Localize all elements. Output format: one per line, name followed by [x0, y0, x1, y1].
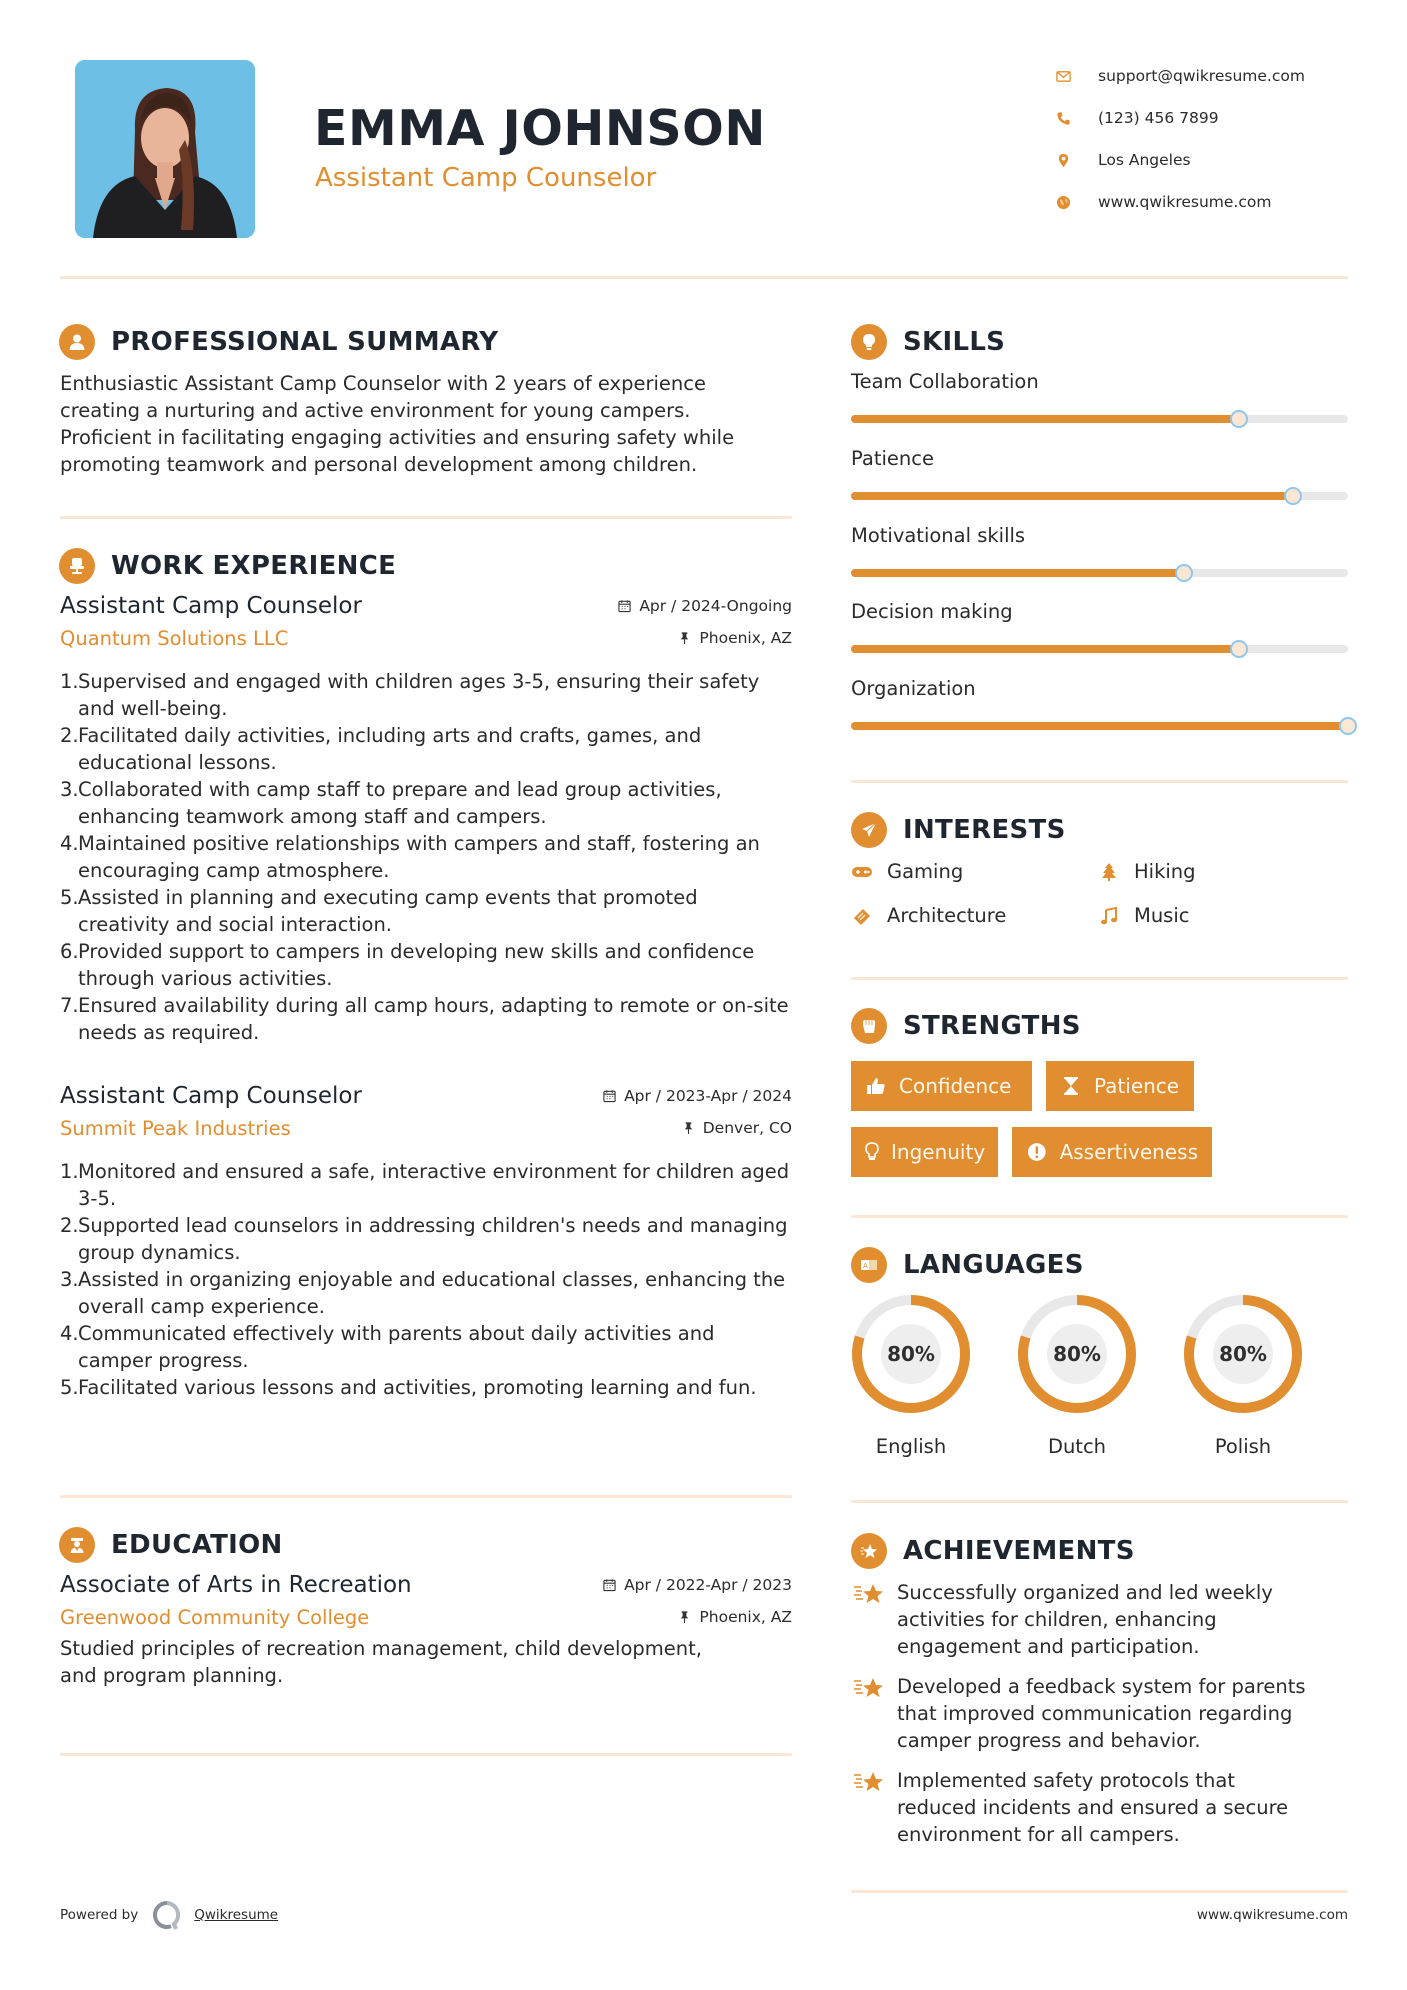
- school-name: Greenwood Community College: [60, 1606, 370, 1629]
- experience-heading: WORK EXPERIENCE: [59, 548, 396, 584]
- job-dates: Apr / 2023-Apr / 2024: [603, 1087, 792, 1105]
- achievement-item: Developed a feedback system for parents that improved communication regarding camper progress and behavior.: [851, 1673, 1348, 1754]
- paper-plane-icon: [851, 812, 887, 848]
- contact-location: Los Angeles: [1054, 139, 1384, 181]
- qwikresume-link[interactable]: Qwikresume: [194, 1907, 279, 1923]
- language-polish: 80% Polish: [1182, 1293, 1304, 1458]
- star-badge-icon: [851, 1533, 887, 1569]
- globe-icon: [1054, 193, 1072, 211]
- gamepad-icon: [851, 863, 873, 881]
- skill-bar: [851, 722, 1348, 730]
- footer-website-link[interactable]: www.qwikresume.com: [1196, 1907, 1348, 1923]
- skill-item: Decision making: [851, 600, 1348, 653]
- lightbulb-icon: [861, 1141, 883, 1163]
- skill-bar: [851, 645, 1348, 653]
- skills-heading: SKILLS: [851, 324, 1005, 360]
- education-entry: [60, 1572, 792, 1689]
- candidate-title: Assistant Camp Counselor: [315, 163, 657, 193]
- music-note-icon: [1098, 907, 1120, 925]
- ticket-icon: [851, 907, 873, 925]
- user-icon: [59, 324, 95, 360]
- list-item: 4.Maintained positive relationships with campers and staff, fostering an encouraging camp atmosphere.: [60, 832, 760, 882]
- envelope-icon: [1054, 67, 1072, 85]
- strength-assertiveness: Assertiveness: [1012, 1127, 1212, 1177]
- thumbs-up-icon: [865, 1075, 887, 1097]
- skill-bar-knob: [1175, 564, 1193, 582]
- strength-ingenuity: Ingenuity: [851, 1127, 998, 1177]
- skill-bar-fill: [851, 415, 1239, 423]
- strengths-heading: STRENGTHS: [851, 1008, 1081, 1044]
- fist-icon: [851, 1008, 887, 1044]
- section-divider: [851, 977, 1348, 980]
- qwikresume-logo-icon: [152, 1900, 182, 1930]
- interest-music: Music: [1098, 904, 1189, 927]
- skill-bar-fill: [851, 492, 1293, 500]
- tree-icon: [1098, 863, 1120, 881]
- section-divider: [851, 1215, 1348, 1218]
- section-divider: [851, 1500, 1348, 1503]
- education-location: Phoenix, AZ: [678, 1608, 792, 1626]
- skill-bar-fill: [851, 722, 1348, 730]
- calendar-icon: [618, 599, 631, 613]
- summary-text: Enthusiastic Assistant Camp Counselor with 2 years of experience creating a nurturing and active environment for young campers. Proficient in facilitating engaging activities and ensuring safety while promoting teamwork and personal development among children.: [60, 372, 735, 476]
- skill-bar-knob: [1339, 717, 1357, 735]
- languages-heading: A LANGUAGES: [851, 1247, 1084, 1283]
- skill-bar: [851, 569, 1348, 577]
- list-item: 3.Assisted in organizing enjoyable and educational classes, enhancing the overall camp experience.: [60, 1268, 786, 1318]
- interest-architecture: Architecture: [851, 904, 1006, 927]
- pushpin-icon: [678, 1610, 691, 1624]
- section-divider: [851, 780, 1348, 783]
- job-responsibilities: [60, 668, 792, 1046]
- company-name: Quantum Solutions LLC: [60, 627, 289, 650]
- chair-icon: [59, 548, 95, 584]
- exclamation-circle-icon: [1026, 1141, 1048, 1163]
- list-item: 3.Collaborated with camp staff to prepare and lead group activities, enhancing teamwork among staff and campers.: [60, 778, 722, 828]
- candidate-name: EMMA JOHNSON: [314, 100, 766, 157]
- interests-heading: INTERESTS: [851, 812, 1066, 848]
- list-item: 7.Ensured availability during all camp hours, adapting to remote or on-site needs as required.: [60, 994, 789, 1044]
- interest-hiking: Hiking: [1098, 860, 1196, 883]
- contact-email[interactable]: support@qwikresume.com: [1054, 55, 1384, 97]
- skill-bar: [851, 492, 1348, 500]
- translate-icon: [851, 1247, 887, 1283]
- section-divider: [60, 1753, 792, 1756]
- footer-powered-by: Powered by Qwikresume: [60, 1900, 278, 1930]
- contact-list: [1054, 55, 1384, 223]
- list-item: 2.Supported lead counselors in addressing children's needs and managing group dynamics.: [60, 1214, 788, 1264]
- section-divider: [60, 516, 792, 519]
- phone-icon: [1054, 109, 1072, 127]
- list-item: 6.Provided support to campers in developing new skills and confidence through various activities.: [60, 940, 755, 990]
- language-ring: 80%: [1182, 1293, 1304, 1415]
- list-item: 1.Supervised and engaged with children ages 3-5, ensuring their safety and well-being.: [60, 670, 760, 720]
- job-responsibilities: [60, 1158, 792, 1401]
- skill-bar: [851, 415, 1348, 423]
- job-location: Phoenix, AZ: [678, 629, 792, 647]
- language-ring: 80%: [1016, 1293, 1138, 1415]
- strength-patience: Patience: [1046, 1061, 1194, 1111]
- strength-confidence: Confidence: [851, 1061, 1032, 1111]
- list-item: 5.Facilitated various lessons and activities, promoting learning and fun.: [60, 1376, 757, 1399]
- contact-phone[interactable]: (123) 456 7899: [1054, 97, 1384, 139]
- star-icon: [851, 1675, 885, 1701]
- section-divider: [60, 1495, 792, 1498]
- interest-gaming: Gaming: [851, 860, 963, 883]
- company-name: Summit Peak Industries: [60, 1117, 291, 1140]
- skill-bar-fill: [851, 645, 1239, 653]
- education-description: Studied principles of recreation management, child development, and program planning.: [60, 1637, 702, 1687]
- job-title: Assistant Camp Counselor: [60, 593, 362, 619]
- graduate-icon: [59, 1527, 95, 1563]
- pushpin-icon: [678, 631, 691, 645]
- job-entry: [60, 1083, 792, 1401]
- skill-bar-knob: [1284, 487, 1302, 505]
- svg-text:A: A: [863, 1262, 868, 1270]
- list-item: 2.Facilitated daily activities, including arts and crafts, games, and educational lessons.: [60, 724, 702, 774]
- section-divider: [851, 1890, 1348, 1893]
- hourglass-icon: [1060, 1075, 1082, 1097]
- skill-item: Patience: [851, 447, 1348, 500]
- job-title: Assistant Camp Counselor: [60, 1083, 362, 1109]
- profile-photo: [75, 60, 255, 238]
- skill-bar-fill: [851, 569, 1184, 577]
- header-divider: [60, 276, 1348, 279]
- achievement-item: Implemented safety protocols that reduced incidents and ensured a secure environment for all campers.: [851, 1767, 1348, 1848]
- language-dutch: 80% Dutch: [1016, 1293, 1138, 1458]
- skill-item: Organization: [851, 677, 1348, 730]
- achievements-heading: ACHIEVEMENTS: [851, 1533, 1135, 1569]
- education-heading: EDUCATION: [59, 1527, 283, 1563]
- calendar-icon: [603, 1578, 616, 1592]
- language-ring: 80%: [850, 1293, 972, 1415]
- map-pin-icon: [1054, 151, 1072, 169]
- skill-item: Motivational skills: [851, 524, 1348, 577]
- skill-bar-knob: [1230, 410, 1248, 428]
- calendar-icon: [603, 1089, 616, 1103]
- list-item: 5.Assisted in planning and executing camp events that promoted creativity and social interaction.: [60, 886, 698, 936]
- summary-heading: PROFESSIONAL SUMMARY: [59, 324, 498, 360]
- language-english: 80% English: [850, 1293, 972, 1458]
- skill-item: Team Collaboration: [851, 370, 1348, 423]
- person-photo-icon: [75, 60, 255, 238]
- job-entry: [60, 593, 792, 1046]
- job-location: Denver, CO: [682, 1119, 792, 1137]
- job-dates: Apr / 2024-Ongoing: [618, 597, 792, 615]
- list-item: 1.Monitored and ensured a safe, interactive environment for children aged 3-5.: [60, 1160, 790, 1210]
- education-dates: Apr / 2022-Apr / 2023: [603, 1576, 792, 1594]
- star-icon: [851, 1581, 885, 1607]
- achievement-item: Successfully organized and led weekly activities for children, enhancing engagement and participation.: [851, 1579, 1348, 1660]
- list-item: 4.Communicated effectively with parents about daily activities and camper progress.: [60, 1322, 715, 1372]
- contact-website[interactable]: www.qwikresume.com: [1054, 181, 1384, 223]
- star-icon: [851, 1769, 885, 1795]
- degree-title: Associate of Arts in Recreation: [60, 1572, 412, 1598]
- pushpin-icon: [682, 1121, 695, 1135]
- skill-bar-knob: [1230, 640, 1248, 658]
- lightbulb-icon: [851, 324, 887, 360]
